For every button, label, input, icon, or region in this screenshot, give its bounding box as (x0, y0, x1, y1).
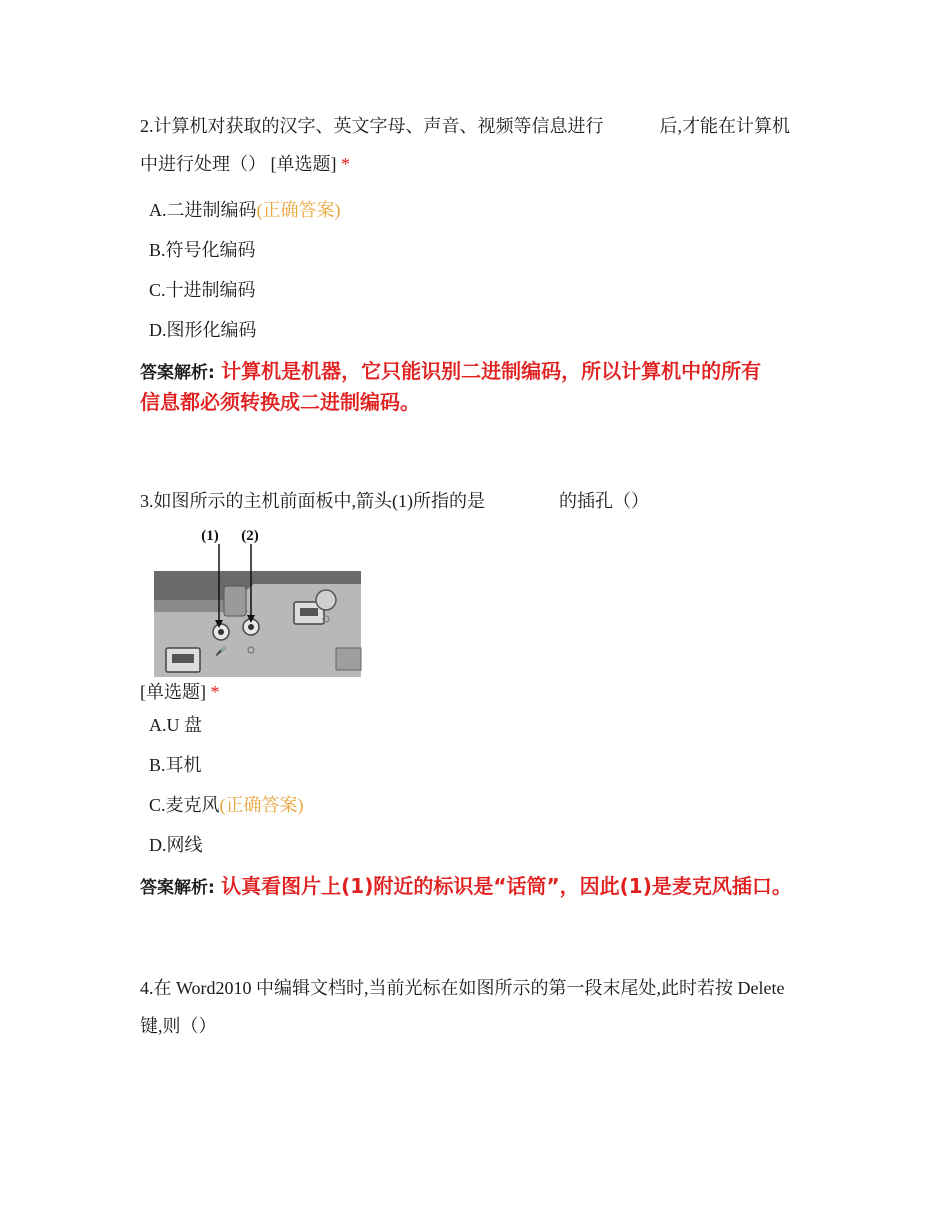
q3-stem-line1 (140, 489, 649, 513)
panel-label-2: (2) (241, 528, 259, 544)
power-button (316, 590, 336, 610)
q2-option-b[interactable] (149, 238, 256, 262)
q3-option-d[interactable] (149, 833, 203, 857)
q3-option-c[interactable] (149, 793, 304, 817)
panel-label-1: (1) (201, 528, 219, 544)
q2-stem-text: 中进行处理（） [单选题] (140, 154, 337, 174)
q2-analysis-text1: 计算机是机器，它只能识别二进制编码，所以计算机中的所有 (221, 359, 762, 383)
q2-analysis (140, 357, 761, 417)
q3-option-b[interactable] (149, 753, 202, 777)
q4-stem-line1: 4.在 Word2010 中编辑文档时,当前光标在如图所示的第一段末尾处,此时若按 Delete (140, 978, 785, 998)
q4-stem-line2: 键,则（） (140, 1016, 217, 1036)
panel-latch (224, 586, 246, 616)
panel-bay (336, 648, 361, 670)
q2-correct-tag: (正确答案) (256, 200, 341, 220)
q2-stem-part2: 后,才能在计算机 (659, 116, 790, 136)
q3-analysis-label: 答案解析: (140, 878, 215, 898)
q2-option-d-label: D.图形化编码 (149, 320, 257, 340)
q2-option-a-label: A.二进制编码 (149, 200, 257, 220)
q3-required-mark: * (210, 682, 220, 702)
mic-icon: 🎤 (215, 647, 227, 657)
q2-stem-line2 (140, 152, 350, 176)
q3-option-a-label: A.U 盘 (149, 715, 202, 735)
q3-type-line (140, 680, 220, 704)
q3-option-c-label: C.麦克风 (149, 795, 220, 815)
q3-analysis (140, 872, 792, 903)
q2-required-mark: * (341, 154, 350, 174)
q2-analysis-line2: 信息都必须转换成二进制编码。 (140, 390, 420, 414)
q2-stem-part1: 2.计算机对获取的汉字、英文字母、声音、视频等信息进行 (140, 116, 604, 136)
q2-option-a[interactable] (149, 198, 341, 222)
front-panel-image (154, 520, 362, 678)
q2-option-d[interactable] (149, 318, 257, 342)
q2-option-c[interactable] (149, 278, 256, 302)
q2-option-c-label: C.十进制编码 (149, 280, 256, 300)
q3-option-b-label: B.耳机 (149, 755, 202, 775)
q2-analysis-label: 答案解析: (140, 363, 215, 383)
q3-analysis-text: 认真看图片上(1)附近的标识是“话筒”，因此(1)是麦克风插口。 (221, 874, 792, 898)
q3-option-a[interactable] (149, 713, 202, 737)
q2-analysis-line1 (140, 357, 761, 388)
q3-type-label: [单选题] (140, 682, 206, 702)
q3-stem-part2: 的插孔（） (559, 491, 649, 511)
q2-option-b-label: B.符号化编码 (149, 240, 256, 260)
q3-correct-tag: (正确答案) (219, 795, 304, 815)
q3-option-d-label: D.网线 (149, 835, 203, 855)
q2-stem-line1 (140, 114, 790, 138)
q3-stem-part1: 3.如图所示的主机前面板中,箭头(1)所指的是 (140, 491, 485, 511)
